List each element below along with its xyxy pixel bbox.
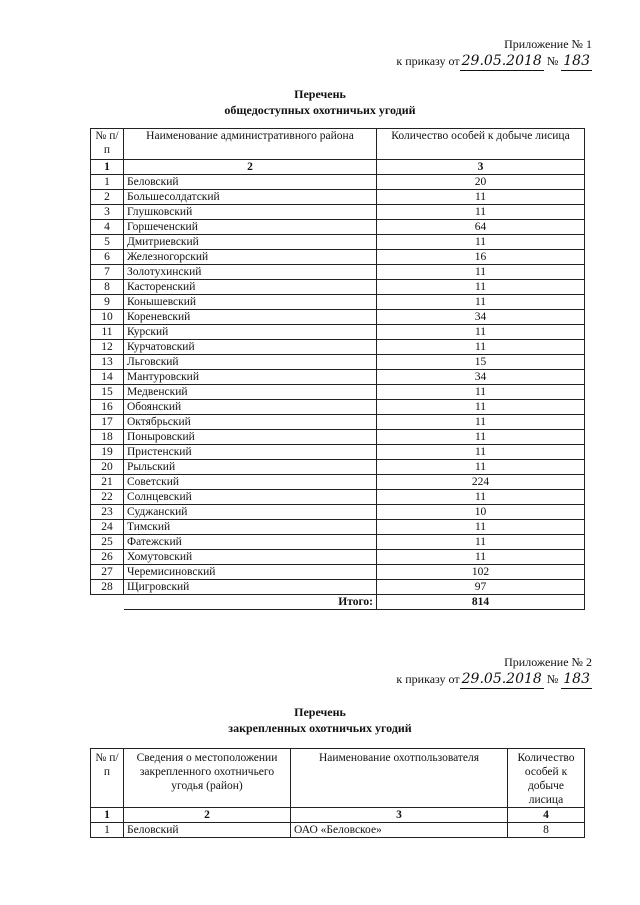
row-location: Беловский <box>124 823 291 838</box>
table-row <box>91 295 585 310</box>
table-row <box>91 535 585 550</box>
table-row <box>91 475 585 490</box>
table-row <box>91 430 585 445</box>
row-district: Железногорский <box>124 250 377 265</box>
row-count: 11 <box>377 295 585 310</box>
column-number: 2 <box>124 160 377 175</box>
column-number: 1 <box>91 160 124 175</box>
row-count: 15 <box>377 355 585 370</box>
appendix-2-header <box>396 654 592 689</box>
header-fox-count: Количество особей к добыче лисица <box>377 129 585 160</box>
table-row <box>91 250 585 265</box>
header-number: № п/п <box>91 749 124 808</box>
row-count: 11 <box>377 490 585 505</box>
row-district: Рыльский <box>124 460 377 475</box>
table-row <box>91 445 585 460</box>
row-count: 11 <box>377 445 585 460</box>
appendix-2-number-sign: № <box>546 672 559 686</box>
row-number: 18 <box>91 430 124 445</box>
appendix-1-header <box>396 36 592 71</box>
table-row <box>91 490 585 505</box>
table-row <box>91 823 585 838</box>
row-count: 11 <box>377 205 585 220</box>
table-row <box>91 280 585 295</box>
table-row <box>91 205 585 220</box>
table-row <box>91 325 585 340</box>
total-value: 814 <box>377 595 585 610</box>
table-2-column-numbers <box>91 808 585 823</box>
row-count: 8 <box>508 823 585 838</box>
appendix-1-number-sign: № <box>546 54 559 68</box>
column-number: 3 <box>291 808 508 823</box>
header-number: № п/п <box>91 129 124 160</box>
table-row <box>91 355 585 370</box>
hunting-grounds-public-table <box>90 128 585 610</box>
row-count: 16 <box>377 250 585 265</box>
row-count: 224 <box>377 475 585 490</box>
row-district: Большесолдатский <box>124 190 377 205</box>
row-number: 20 <box>91 460 124 475</box>
row-count: 11 <box>377 520 585 535</box>
row-number: 4 <box>91 220 124 235</box>
row-number: 19 <box>91 445 124 460</box>
row-number: 27 <box>91 565 124 580</box>
appendix-2-label: Приложение № 2 <box>504 655 592 669</box>
row-count: 11 <box>377 400 585 415</box>
row-district: Конышевский <box>124 295 377 310</box>
table-row <box>91 565 585 580</box>
hunting-grounds-assigned-table <box>90 748 585 838</box>
table-row <box>91 580 585 595</box>
row-count: 11 <box>377 325 585 340</box>
header-fox-count: Количество особей к добыче лисица <box>508 749 585 808</box>
row-district: Дмитриевский <box>124 235 377 250</box>
row-number: 8 <box>91 280 124 295</box>
table-row <box>91 550 585 565</box>
row-district: Курчатовский <box>124 340 377 355</box>
table-1-total-row <box>91 595 585 610</box>
row-district: Черемисиновский <box>124 565 377 580</box>
row-count: 11 <box>377 280 585 295</box>
appendix-1-handwritten-number: 183 <box>563 53 590 69</box>
row-number: 6 <box>91 250 124 265</box>
table-1-title-line2: общедоступных охотничьих угодий <box>224 103 416 117</box>
row-district: Кореневский <box>124 310 377 325</box>
column-number: 1 <box>91 808 124 823</box>
appendix-2-handwritten-date: 29.05.2018 <box>461 671 542 687</box>
row-district: Хомутовский <box>124 550 377 565</box>
row-number: 5 <box>91 235 124 250</box>
row-district: Суджанский <box>124 505 377 520</box>
row-count: 11 <box>377 235 585 250</box>
table-row <box>91 370 585 385</box>
row-count: 97 <box>377 580 585 595</box>
total-label: Итого: <box>124 595 377 610</box>
row-number: 22 <box>91 490 124 505</box>
row-number: 15 <box>91 385 124 400</box>
table-row <box>91 175 585 190</box>
header-district: Наименование административного района <box>124 129 377 160</box>
row-number: 26 <box>91 550 124 565</box>
table-row <box>91 220 585 235</box>
row-district: Фатежский <box>124 535 377 550</box>
row-number: 16 <box>91 400 124 415</box>
table-row <box>91 265 585 280</box>
row-number: 17 <box>91 415 124 430</box>
row-number: 2 <box>91 190 124 205</box>
row-count: 34 <box>377 310 585 325</box>
row-district: Советский <box>124 475 377 490</box>
table-row <box>91 505 585 520</box>
row-district: Октябрьский <box>124 415 377 430</box>
row-number: 24 <box>91 520 124 535</box>
row-count: 11 <box>377 340 585 355</box>
row-district: Курский <box>124 325 377 340</box>
table-row <box>91 460 585 475</box>
row-number: 12 <box>91 340 124 355</box>
row-district: Золотухинский <box>124 265 377 280</box>
appendix-1-order-prefix: к приказу от <box>396 54 460 68</box>
table-1-title-line1: Перечень <box>294 87 346 101</box>
column-number: 2 <box>124 808 291 823</box>
row-number: 11 <box>91 325 124 340</box>
row-count: 11 <box>377 460 585 475</box>
row-number: 14 <box>91 370 124 385</box>
table-row <box>91 415 585 430</box>
row-district: Горшеченский <box>124 220 377 235</box>
appendix-2-order-line <box>396 671 592 689</box>
row-count: 64 <box>377 220 585 235</box>
table-row <box>91 385 585 400</box>
row-number: 3 <box>91 205 124 220</box>
row-count: 11 <box>377 430 585 445</box>
row-number: 21 <box>91 475 124 490</box>
row-district: Медвенский <box>124 385 377 400</box>
appendix-1-handwritten-date: 29.05.2018 <box>461 53 542 69</box>
row-number: 1 <box>91 823 124 838</box>
row-number: 9 <box>91 295 124 310</box>
table-2-header-row <box>91 749 585 808</box>
table-row <box>91 400 585 415</box>
row-count: 11 <box>377 535 585 550</box>
row-count: 20 <box>377 175 585 190</box>
row-count: 11 <box>377 385 585 400</box>
row-number: 13 <box>91 355 124 370</box>
table-2-title-line2: закрепленных охотничьих угодий <box>228 721 412 735</box>
row-count: 102 <box>377 565 585 580</box>
table-row <box>91 235 585 250</box>
row-count: 11 <box>377 190 585 205</box>
row-count: 10 <box>377 505 585 520</box>
row-district: Обоянский <box>124 400 377 415</box>
table-1-title <box>0 86 640 118</box>
appendix-1-order-line <box>396 53 592 71</box>
row-district: Тимский <box>124 520 377 535</box>
table-1-column-numbers <box>91 160 585 175</box>
row-number: 1 <box>91 175 124 190</box>
table-2-title <box>0 704 640 736</box>
appendix-2-order-prefix: к приказу от <box>396 672 460 686</box>
table-row <box>91 340 585 355</box>
column-number: 3 <box>377 160 585 175</box>
row-district: Беловский <box>124 175 377 190</box>
row-district: Солнцевский <box>124 490 377 505</box>
table-row <box>91 310 585 325</box>
table-2-title-line1: Перечень <box>294 705 346 719</box>
row-count: 11 <box>377 415 585 430</box>
row-district: Пристенский <box>124 445 377 460</box>
row-district: Льговский <box>124 355 377 370</box>
table-row <box>91 190 585 205</box>
row-district: Глушковский <box>124 205 377 220</box>
row-user: ОАО «Беловское» <box>291 823 508 838</box>
row-number: 25 <box>91 535 124 550</box>
row-number: 10 <box>91 310 124 325</box>
appendix-1-label: Приложение № 1 <box>504 37 592 51</box>
row-district: Касторенский <box>124 280 377 295</box>
row-number: 28 <box>91 580 124 595</box>
row-count: 11 <box>377 550 585 565</box>
row-count: 11 <box>377 265 585 280</box>
appendix-2-handwritten-number: 183 <box>563 671 590 687</box>
column-number: 4 <box>508 808 585 823</box>
table-1-header-row <box>91 129 585 160</box>
row-number: 23 <box>91 505 124 520</box>
row-district: Щигровский <box>124 580 377 595</box>
table-row <box>91 520 585 535</box>
row-district: Мантуровский <box>124 370 377 385</box>
header-user: Наименование охотпользователя <box>291 749 508 808</box>
row-count: 34 <box>377 370 585 385</box>
row-number: 7 <box>91 265 124 280</box>
row-district: Поныровский <box>124 430 377 445</box>
header-location: Сведения о местоположении закрепленного охотничьего угодья (район) <box>124 749 291 808</box>
